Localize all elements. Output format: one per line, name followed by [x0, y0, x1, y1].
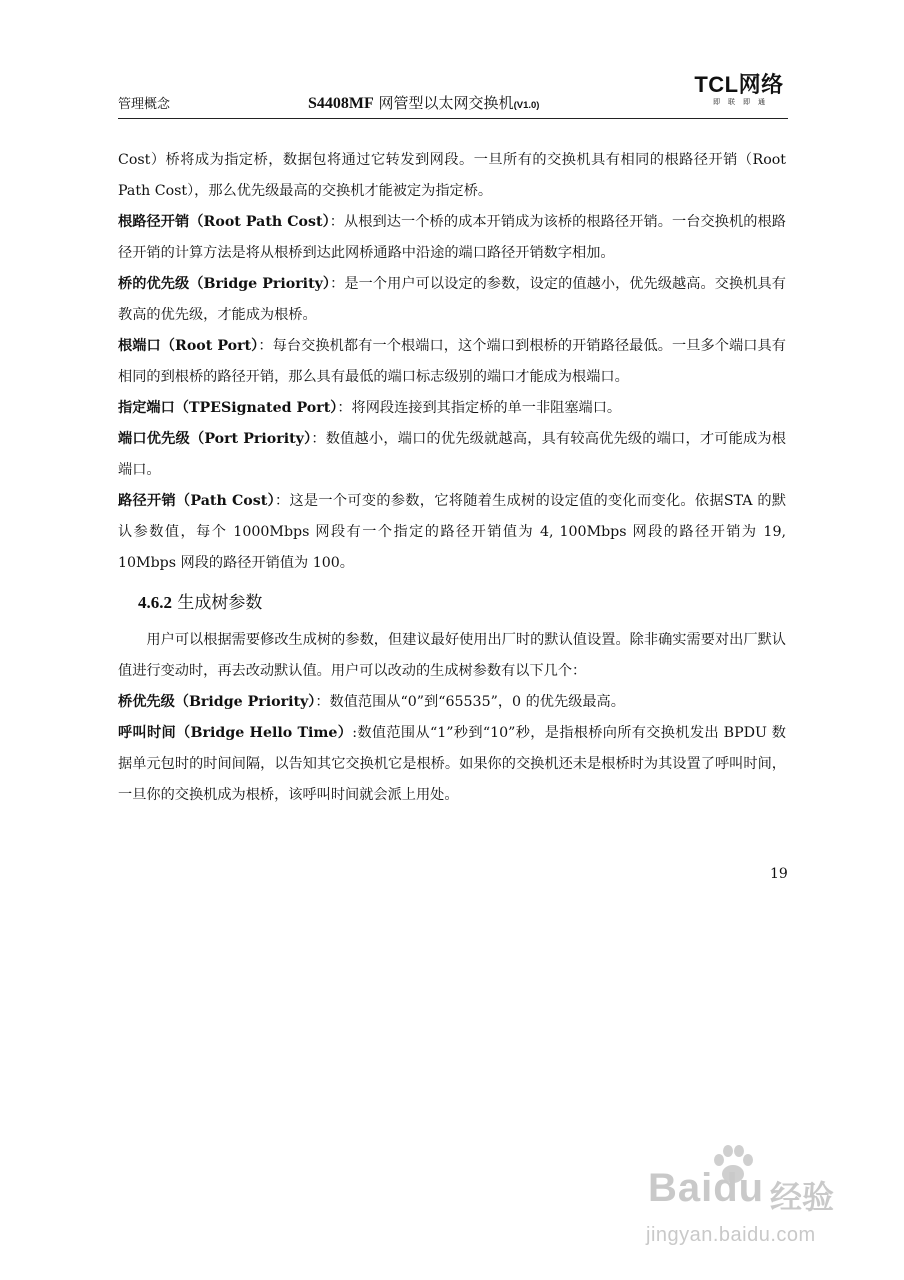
baidu-watermark	[640, 1140, 860, 1250]
header-version: (V1.0)	[513, 100, 540, 111]
watermark-brand: Baidu	[648, 1166, 765, 1210]
paragraph: Cost）桥将成为指定桥，数据包将通过它转发到网段。一旦所有的交换机具有相同的根路径开销（Root Path Cost），那么优先级最高的交换机才能被定为指定桥。	[118, 152, 786, 199]
page-number: 19	[770, 866, 788, 882]
header-section: 管理概念	[118, 97, 171, 112]
param-paragraph: 桥优先级（Bridge Priority）：数值范围从“0”到“65535”，0 的优先级最高。	[118, 694, 625, 710]
section-title: 生成树参数	[172, 593, 263, 613]
paragraph: 端口优先级（Port Priority）：数值越小，端口的优先级就越高，具有较高优先级的端口，才可能成为根端口。	[118, 431, 786, 478]
paragraph: 指定端口（TPESignated Port）：将网段连接到其指定桥的单一非阻塞端口。	[118, 400, 622, 416]
watermark-cn: 经验	[770, 1178, 835, 1216]
header-title	[308, 92, 539, 113]
paragraph: 根路径开销（Root Path Cost）：从根到达一个桥的成本开销成为该桥的根路径开销。一台交换机的根路径开销的计算方法是将从根桥到达此网桥通路中沿途的端口路径开销数字相加。	[118, 214, 786, 261]
paragraph: 根端口（Root Port）：每台交换机都有一个根端口，这个端口到根桥的开销路径最低。一旦多个端口具有相同的到根桥的路径开销，那么具有最低的端口标志级别的端口才能成为根端口。	[118, 338, 786, 385]
page-header	[118, 74, 788, 119]
watermark-url: jingyan.baidu.com	[646, 1224, 816, 1246]
tcl-logo	[690, 74, 788, 107]
paragraph: 路径开销（Path Cost）：这是一个可变的参数，它将随着生成树的设定值的变化而变化。依据STA 的默认参数值，每个 1000Mbps 网段有一个指定的路径开销值为 4, 100Mbps 网段的路径开销为 19, 10Mbps 网段的路径开销值为 100。	[118, 493, 787, 571]
intro-paragraph: 用户可以根据需要修改生成树的参数，但建议最好使用出厂时的默认值设置。除非确实需要对出厂默认值进行变动时，再去改动默认值。用户可以改动的生成树参数有以下几个：	[118, 632, 786, 679]
section-heading	[138, 588, 786, 618]
logo-slogan: 即联即通	[713, 98, 773, 106]
document-body	[118, 145, 786, 811]
header-product: 网管型以太网交换机	[373, 94, 514, 112]
logo-word: TCL网络	[694, 72, 784, 97]
header-model: S4408MF	[308, 95, 374, 112]
param-paragraph: 呼叫时间（Bridge Hello Time）:数值范围从“1”秒到“10”秒，是指根桥向所有交换机发出 BPDU 数据单元包时的时间间隔，以告知其它交换机它是根桥。如果你的交换机还未是根桥时为其设置了呼叫时间，一旦你的交换机成为根桥，该呼叫时间就会派上用处。	[118, 725, 786, 803]
section-number: 4.6.2	[138, 593, 172, 612]
paragraph: 桥的优先级（Bridge Priority）：是一个用户可以设定的参数，设定的值越小，优先级越高。交换机具有教高的优先级，才能成为根桥。	[118, 276, 786, 323]
